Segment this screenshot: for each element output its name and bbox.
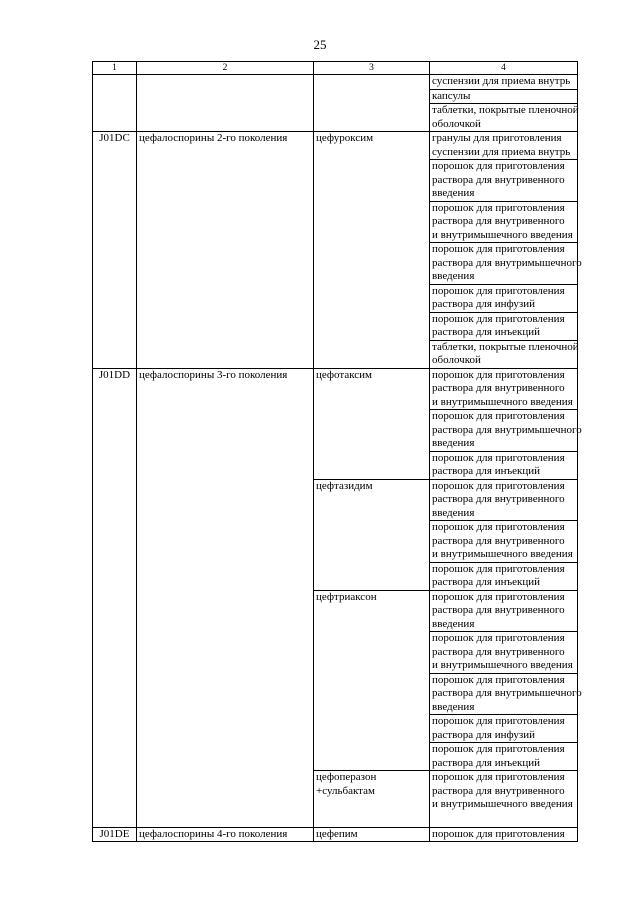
cell-text-line: раствора для инфузий (432, 728, 535, 741)
cell-text-line: порошок для приготовления (432, 562, 565, 575)
cell-text-line: раствора для инфузий (432, 298, 535, 310)
cell-text-line: цефтазидим (316, 479, 373, 492)
cell-text-line: сульбактам (322, 784, 375, 797)
cell-text-line: порошок для приготовления (432, 284, 565, 297)
substance-cell (314, 827, 430, 842)
cell-text-line: цефотаксим (316, 368, 373, 381)
dosage-form-cell (430, 160, 578, 202)
column-header: 3 (314, 62, 430, 75)
cell-text-line: таблетки, покрытые пленочной (432, 340, 579, 353)
cell-text-line: цефтриаксон (316, 590, 377, 603)
dosage-form-cell (430, 104, 578, 132)
dosage-form-cell (430, 562, 578, 590)
group-name-cell (137, 827, 314, 842)
group-name: цефалоспорины 4-го поколения (139, 827, 288, 840)
dosage-form-cell (430, 451, 578, 479)
cell-text-line: порошок для приготовления (432, 479, 565, 492)
dosage-form-cell (430, 771, 578, 828)
cell-text-line: суспензии для приема внутрь (432, 75, 571, 87)
cell-text-line: и внутримышечного введения (432, 395, 573, 408)
dosage-form-cell (430, 75, 578, 90)
cell-text-line: раствора для внутривенного (432, 784, 565, 797)
atc-code: J01DE (99, 827, 130, 840)
table-row (93, 368, 578, 410)
cell-text-line: раствора для внутримышечного (432, 256, 582, 269)
cell-text-line: цефуроксим (316, 132, 374, 144)
dosage-form-cell (430, 632, 578, 674)
cell-text-line: и внутримышечного введения (432, 659, 573, 671)
cell-text-line: и внутримышечного введения (432, 548, 573, 560)
substance-cell (314, 479, 430, 590)
cell-text-line: капсулы (432, 89, 471, 102)
table-row (93, 75, 578, 90)
cell-text-line: раствора для инъекций (432, 465, 541, 477)
table-header-row (93, 62, 578, 75)
atc-code-cell (93, 75, 137, 132)
cell-text-line: введения (432, 506, 475, 519)
atc-code: J01DD (98, 368, 131, 381)
cell-text-line: порошок для приготовления (432, 715, 565, 727)
cell-text-line: гранулы для приготовления (432, 132, 562, 144)
cell-text-line: введения (432, 437, 475, 449)
cell-text-line: раствора для инъекций (432, 576, 541, 588)
substance-cell (314, 75, 430, 132)
cell-text-line: порошок для приготовления (432, 410, 565, 422)
column-header: 4 (430, 62, 578, 75)
group-name-cell (137, 132, 314, 369)
dosage-form-cell (430, 743, 578, 771)
dosage-form-cell (430, 284, 578, 312)
cell-text-line: порошок для приготовления (432, 312, 565, 325)
cell-text-line: введения (432, 700, 475, 713)
cell-text-line: оболочкой (432, 354, 481, 366)
dosage-form-cell (430, 673, 582, 715)
cell-text-line: введения (432, 187, 475, 199)
atc-code-cell (93, 827, 137, 842)
cell-text-line: раствора для внутримышечного (432, 423, 582, 436)
cell-text-line: порошок для приготовления (432, 201, 565, 214)
substance-cell (314, 368, 430, 479)
cell-text-line: раствора для внутривенного (432, 382, 565, 394)
dosage-form-cell (430, 243, 582, 285)
dosage-form-cell (430, 368, 578, 410)
dosage-form-cell (430, 201, 578, 243)
cell-text-line: раствора для внутривенного (432, 534, 565, 547)
cell-text-line: введения (432, 270, 475, 282)
substance-cell (314, 771, 430, 828)
cell-text-line: раствора для инъекций (432, 326, 541, 338)
dosage-form-cell (430, 715, 578, 743)
cell-text-line: порошок для приготовления (432, 451, 565, 464)
dosage-form-cell (430, 521, 578, 563)
cell-text-line: и внутримышечного введения (432, 798, 573, 810)
dosage-form-cell (430, 827, 578, 842)
table-row (93, 827, 578, 842)
cell-text-line: порошок для приготовления (432, 673, 565, 686)
dosage-form-cell (430, 89, 578, 104)
cell-text-line: раствора для внутривенного (432, 645, 565, 658)
group-name-cell (137, 75, 314, 132)
cell-text-line: порошок для приготовления (432, 743, 565, 755)
cell-text-line: цефепим (316, 827, 358, 840)
cell-text-line: раствора для внутривенного (432, 173, 565, 186)
group-name-cell (137, 368, 314, 827)
page-number: 25 (313, 37, 327, 52)
cell-text-line: раствора для внутримышечного (432, 687, 582, 699)
cell-text-line: введения (432, 617, 475, 630)
dosage-form-cell (430, 590, 578, 632)
cell-text-line: порошок для приготовления (432, 521, 565, 533)
cell-text-line: порошок для приготовления (432, 243, 565, 255)
cell-text-line: порошок для приготовления (432, 590, 565, 603)
cell-text-line: порошок для приготовления (432, 827, 565, 840)
cell-text-line: порошок для приготовления (432, 771, 565, 783)
cell-text-line: порошок для приготовления (432, 632, 565, 644)
substance-cell (314, 590, 430, 771)
cell-text-line: раствора для внутривенного (432, 215, 565, 227)
cell-text-line: порошок для приготовления (432, 160, 565, 172)
atc-code: J01DC (99, 132, 130, 144)
dosage-form-cell (430, 340, 578, 368)
group-name: цефалоспорины 3-го поколения (139, 368, 288, 381)
cell-text-line: суспензии для приема внутрь (432, 145, 571, 158)
table-row (93, 132, 578, 160)
atc-code-cell (93, 368, 137, 827)
substance-cell (314, 132, 430, 369)
dosage-form-cell (430, 479, 578, 521)
cell-text-line: раствора для инъекций (432, 756, 541, 769)
group-name: цефалоспорины 2-го поколения (139, 132, 288, 144)
cell-text-line: порошок для приготовления (432, 368, 565, 381)
cell-text-line: цефоперазон + (316, 771, 377, 797)
cell-text-line: оболочкой (432, 117, 481, 130)
cell-text-line: раствора для внутривенного (432, 493, 565, 505)
dosage-form-cell (430, 312, 578, 340)
drug-table (92, 61, 582, 842)
cell-text-line: и внутримышечного введения (432, 228, 573, 241)
atc-code-cell (93, 132, 137, 369)
dosage-form-cell (430, 410, 582, 452)
column-header: 2 (137, 62, 314, 75)
column-header: 1 (93, 62, 137, 75)
cell-text-line: раствора для внутривенного (432, 604, 565, 616)
cell-text-line: таблетки, покрытые пленочной (432, 104, 579, 116)
dosage-form-cell (430, 132, 578, 160)
